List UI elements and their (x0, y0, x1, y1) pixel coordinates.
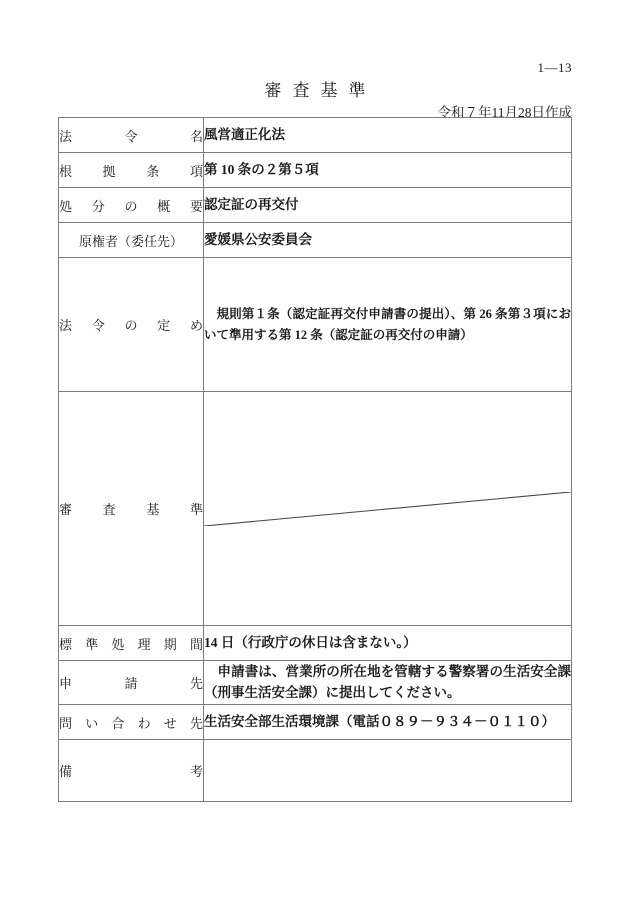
table-row (59, 188, 572, 223)
row-value-legal-provision: 第 10 条の２第５項 (204, 153, 572, 188)
row-value-application-destination (204, 661, 572, 705)
label-text: 処分の概要 (59, 198, 203, 214)
row-label-legal-provision (59, 153, 204, 188)
row-label-legal-basis (59, 258, 204, 392)
row-value-disposition-summary: 認定証の再交付 (204, 188, 572, 223)
table-row (59, 118, 572, 153)
table-row (59, 626, 572, 661)
table-row (59, 705, 572, 740)
label-text: 根拠条項 (59, 163, 203, 179)
review-criteria-table (58, 117, 572, 802)
row-label-remarks (59, 740, 204, 802)
row-value-review-criteria (204, 392, 572, 626)
row-value-standard-period: 14 日（行政庁の休日は含まない。） (204, 626, 572, 661)
page-number: 1—13 (537, 60, 572, 75)
label-text: 申請先 (59, 676, 203, 691)
row-value-contact: 生活安全部生活環境課（電話０８９－９３４－０１１０） (204, 705, 572, 740)
row-label-authority (59, 223, 204, 258)
legal-basis-paragraph: 規則第１条（認定証再交付申請書の提出）、第 26 条第３項において準用する第 12 条（認定証の再交付の申請） (204, 306, 571, 342)
application-destination-paragraph: 申請書は、営業所の所在地を管轄する警察署の生活安全課（刑事生活安全課）に提出してください。 (204, 663, 571, 700)
row-label-standard-period (59, 626, 204, 661)
page-title: 審査基準 (264, 81, 377, 100)
label-text: 法令の定め (59, 318, 203, 333)
row-value-statute-name: 風営適正化法 (204, 118, 572, 153)
table-row (59, 258, 572, 392)
diagonal-strike-icon (204, 492, 571, 526)
table-row (59, 392, 572, 626)
label-text: 備考 (59, 764, 203, 779)
label-text: 問い合わせ先 (59, 715, 203, 731)
table-row (59, 153, 572, 188)
row-label-statute-name (59, 118, 204, 153)
table-row (59, 740, 572, 802)
label-text: 標準処理期間 (59, 636, 203, 652)
row-label-application-destination (59, 661, 204, 705)
row-value-legal-basis (204, 258, 572, 392)
row-label-contact (59, 705, 204, 740)
row-value-authority: 愛媛県公安委員会 (204, 223, 572, 258)
label-text: 原権者（委任先） (78, 233, 183, 249)
label-text: 審査基準 (59, 502, 203, 517)
table-row (59, 661, 572, 705)
created-date: 令和７年11月28日作成 (437, 105, 572, 120)
table-row (59, 223, 572, 258)
row-value-remarks (204, 740, 572, 802)
label-text: 法令名 (59, 128, 203, 144)
row-label-disposition-summary (59, 188, 204, 223)
row-label-review-criteria (59, 392, 204, 626)
